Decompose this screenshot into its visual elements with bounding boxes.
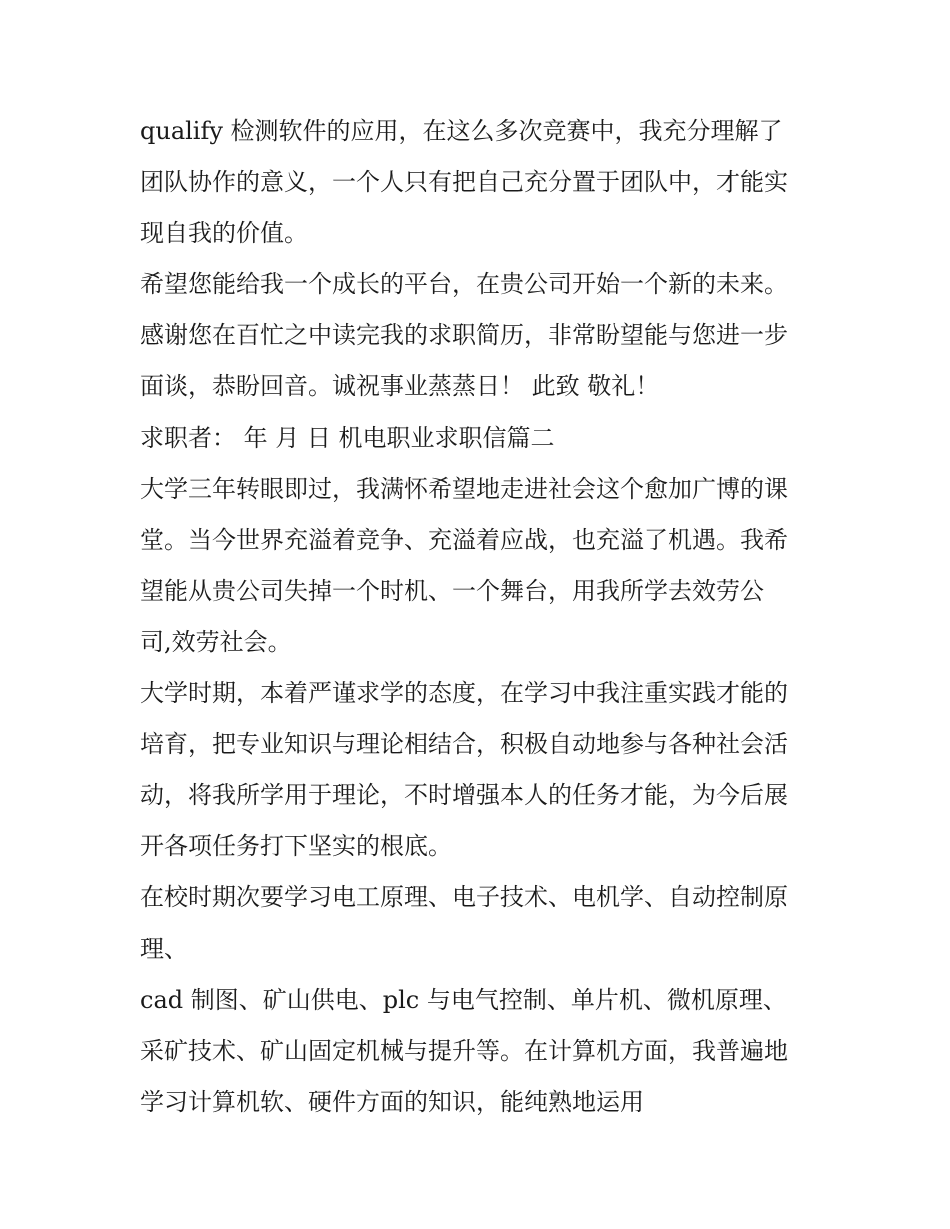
text-line: 现自我的价值。 bbox=[140, 219, 308, 248]
text-line: 希望您能给我一个成长的平台，在贵公司开始一个新的未来。 bbox=[140, 270, 788, 299]
text-line: 学习计算机软、硬件方面的知识，能纯熟地运用 bbox=[140, 1087, 644, 1116]
text-line: 司,效劳社会。 bbox=[140, 627, 292, 656]
text-line: 大学三年转眼即过，我满怀希望地走进社会这个愈加广博的课 bbox=[140, 474, 788, 503]
text-line: qualify 检测软件的应用，在这么多次竞赛中，我充分理解了 bbox=[140, 117, 783, 145]
text-line: 面谈，恭盼回音。诚祝事业蒸蒸日！ 此致 敬礼！ bbox=[140, 372, 660, 401]
text-line: 大学时期，本着严谨求学的态度，在学习中我注重实践才能的 bbox=[140, 679, 788, 708]
text-line: 培育，把专业知识与理论相结合，积极自动地参与各种社会活 bbox=[140, 730, 788, 759]
text-line: 开各项任务打下坚实的根底。 bbox=[140, 832, 452, 861]
text-line: 求职者： 年 月 日 机电职业求职信篇二 bbox=[140, 423, 555, 452]
text-line: 团队协作的意义，一个人只有把自己充分置于团队中，才能实 bbox=[140, 168, 788, 197]
document-body bbox=[140, 106, 830, 1128]
text-line: 望能从贵公司失掉一个时机、一个舞台，用我所学去效劳公 bbox=[140, 576, 764, 605]
text-line: 采矿技术、矿山固定机械与提升等。在计算机方面，我普遍地 bbox=[140, 1036, 788, 1065]
text-line: 动，将我所学用于理论，不时增强本人的任务才能，为今后展 bbox=[140, 781, 788, 810]
text-line: 堂。当今世界充溢着竞争、充溢着应战，也充溢了机遇。我希 bbox=[140, 525, 788, 554]
text-line: 感谢您在百忙之中读完我的求职简历，非常盼望能与您进一步 bbox=[140, 321, 788, 350]
text-line: cad 制图、矿山供电、plc 与电气控制、单片机、微机原理、 bbox=[140, 985, 787, 1014]
text-line: 在校时期次要学习电工原理、电子技术、电机学、自动控制原 bbox=[140, 883, 788, 912]
text-line: 理、 bbox=[140, 934, 188, 963]
